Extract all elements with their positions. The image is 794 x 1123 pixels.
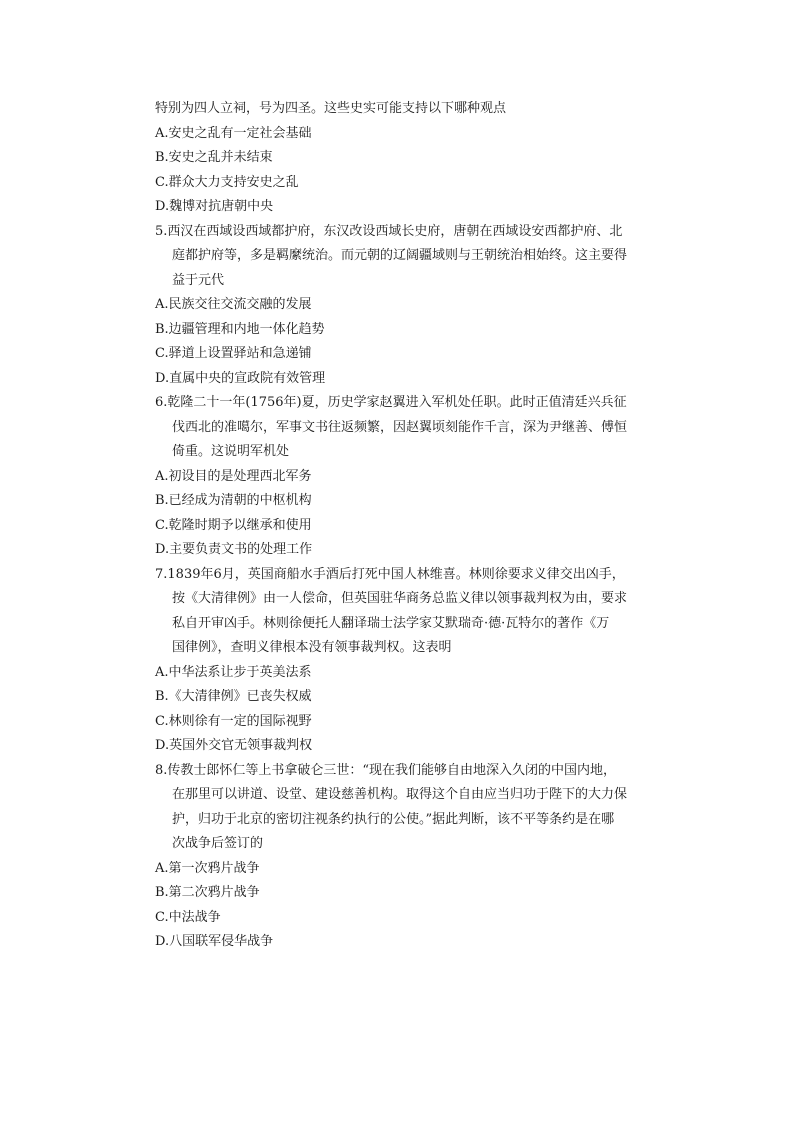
- q8-stem-line-1: 8.传教士郎怀仁等上书拿破仑三世：“现在我们能够自由地深入久闭的中国内地，: [155, 762, 617, 778]
- q4-option-c: C.群众大力支持安史之乱: [155, 174, 299, 190]
- q8-stem-line-2: 在那里可以讲道、设堂、建设慈善机构。取得这个自由应当归功于陛下的大力保: [172, 787, 628, 802]
- q5-option-a: A.民族交往交流交融的发展: [155, 297, 312, 312]
- q7-option-c: C.林则徐有一定的国际视野: [155, 713, 312, 729]
- q8-stem-line-4: 次战争后签订的: [172, 836, 264, 851]
- q6-option-d: D.主要负责文书的处理工作: [155, 542, 313, 557]
- q5-stem-line-1: 5.西汉在西域设西域都护府，东汉改设西域长史府，唐朝在西域设安西都护府、北: [155, 223, 623, 239]
- q8-option-c: C.中法战争: [155, 909, 221, 925]
- q5-option-b: B.边疆管理和内地一体化趋势: [155, 321, 325, 337]
- q7-option-d: D.英国外交官无领事裁判权: [155, 738, 313, 753]
- question-7: [155, 563, 655, 759]
- q5-stem-line-2: 庭都护府等，多是羁縻统治。而元朝的辽阔疆域则与王朝统治相始终。这主要得: [172, 248, 628, 263]
- q8-option-b: B.第二次鸦片战争: [155, 885, 260, 900]
- q7-stem-line-1: 7.1839年6月，英国商船水手酒后打死中国人林维喜。林则徐要求义律交出凶手，: [155, 566, 625, 582]
- q8-stem-line-3: 护，归功于北京的密切注视条约执行的公使。”据此判断，该不平等条约是在哪: [172, 811, 615, 827]
- q5-option-c: C.驿道上设置驿站和急递铺: [155, 346, 312, 361]
- q7-option-a: A.中华法系让步于英美法系: [155, 664, 312, 680]
- question-4-stem-end: 特别为四人立祠，号为四圣。这些史实可能支持以下哪种观点: [155, 101, 507, 116]
- q6-option-a: A.初设目的是处理西北军务: [155, 468, 312, 484]
- q7-option-b: B.《大清律例》已丧失权威: [155, 689, 312, 704]
- q7-stem-line-2: 按《大清律例》由一人偿命，但英国驻华商务总监义律以领事裁判权为由，要求: [172, 591, 628, 606]
- q5-option-d: D.直属中央的宣政院有效管理: [155, 370, 326, 386]
- q7-stem-line-4: 国律例》，查明义律根本没有领事裁判权。这表明: [172, 640, 452, 655]
- question-4-tail: [155, 97, 655, 220]
- exam-page: [155, 97, 655, 955]
- q7-stem-line-3: 私自开审凶手。林则徐便托人翻译瑞士法学家艾默瑞奇·德·瓦特尔的著作《万: [172, 615, 610, 631]
- q6-stem-line-3: 倚重。这说明军机处: [172, 444, 290, 459]
- q6-option-c: C.乾隆时期予以继承和使用: [155, 517, 312, 533]
- q5-stem-line-3: 益于元代: [172, 272, 225, 288]
- q6-stem-line-1: 6.乾隆二十一年(1756年)夏，历史学家赵翼进入军机处任职。此时正值清廷兴兵征: [155, 395, 627, 410]
- question-8: [155, 759, 655, 955]
- question-5: [155, 220, 655, 392]
- question-6: [155, 391, 655, 563]
- q6-option-b: B.已经成为清朝的中枢机构: [155, 493, 312, 508]
- q6-stem-line-2: 伐西北的准噶尔，军事文书往返频繁，因赵翼顷刻能作千言，深为尹继善、傅恒: [172, 419, 628, 435]
- q4-option-b: B.安史之乱并未结束: [155, 150, 273, 165]
- q8-option-d: D.八国联军侵华战争: [155, 934, 274, 949]
- q8-option-a: A.第一次鸦片战争: [155, 860, 260, 876]
- q4-option-a: A.安史之乱有一定社会基础: [155, 125, 312, 141]
- q4-option-d: D.魏博对抗唐朝中央: [155, 199, 274, 214]
